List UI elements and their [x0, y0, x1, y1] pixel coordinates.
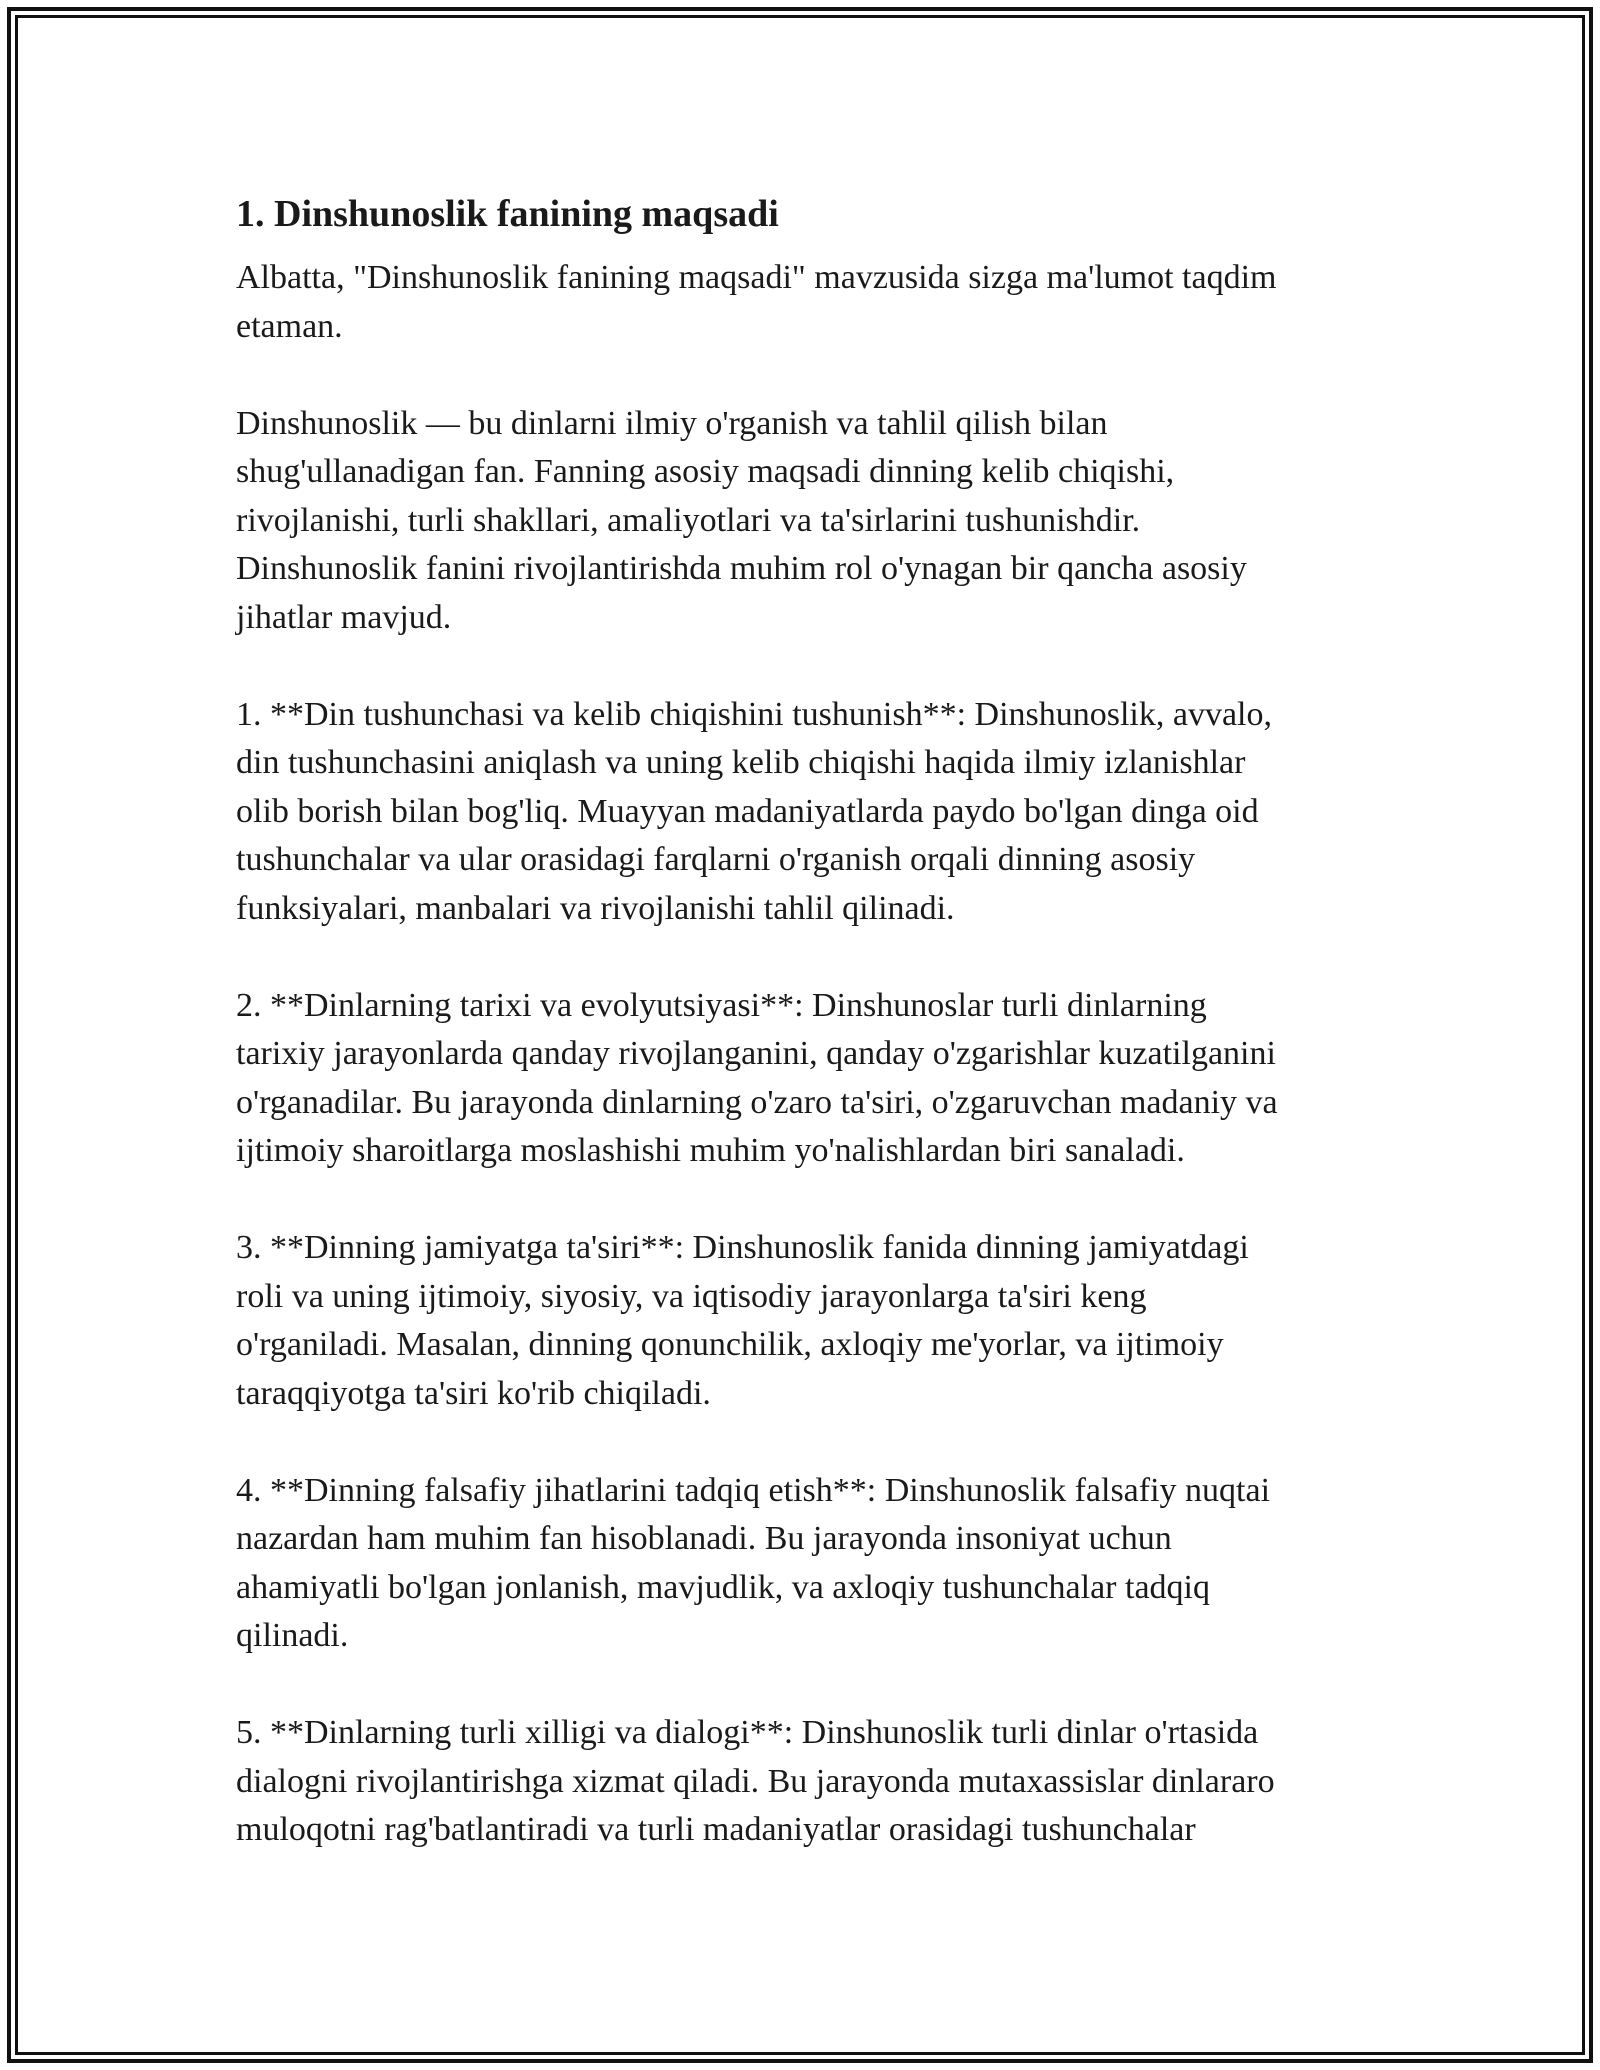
intro-paragraph: Albatta, "Dinshunoslik fanining maqsadi" mavzusida sizga ma'lumot taqdim etaman.: [236, 259, 1277, 345]
section-heading: 1. Dinshunoslik fanining maqsadi: [236, 193, 779, 235]
list-item-5: 5. **Dinlarning turli xilligi va dialogi**: Dinshunoslik turli dinlar o'rtasida dialogni rivojlantirishga xizmat qiladi. Bu jarayonda mutaxassislar dinlararo muloqotni rag'batlantiradi va turli madaniyatlar orasidagi tushunchalar: [236, 1714, 1275, 1848]
definition-paragraph: Dinshunoslik — bu dinlarni ilmiy o'rganish va tahlil qilish bilan shug'ullanadigan fan. Fanning asosiy maqsadi dinning kelib chiqishi, rivojlanishi, turli shakllari, amaliyotlari va ta'sirlarini tushunishdir. Dinshunoslik fanini rivojlantirishda muhim rol o'ynagan bir qancha asosiy jihatlar mavjud.: [236, 404, 1247, 636]
list-item-2: 2. **Dinlarning tarixi va evolyutsiyasi**: Dinshunoslar turli dinlarning tarixiy jarayonlarda qanday rivojlanganini, qanday o'zgarishlar kuzatilganini o'rganadilar. Bu jarayonda dinlarning o'zaro ta'siri, o'zgaruvchan madaniy va ijtimoiy sharoitlarga moslashishi muhim yo'nalishlardan biri sanaladi.: [236, 986, 1278, 1169]
list-item-4: 4. **Dinning falsafiy jihatlarini tadqiq etish**: Dinshunoslik falsafiy nuqtai nazardan ham muhim fan hisoblanadi. Bu jarayonda insoniyat uchun ahamiyatli bo'lgan jonlanish, mavjudlik, va axloqiy tushunchalar tadqiq qilinadi.: [236, 1471, 1271, 1654]
list-item-1: 1. **Din tushunchasi va kelib chiqishini tushunish**: Dinshunoslik, avvalo, din tushunchasini aniqlash va uning kelib chiqishi haqida ilmiy izlanishlar olib borish bilan bog'liq. Muayyan madaniyatlarda paydo bo'lgan dinga oid tushunchalar va ular orasidagi farqlarni o'rganish orqali dinning asosiy funksiyalari, manbalari va rivojlanishi tahlil qilinadi.: [236, 695, 1273, 927]
list-item-3: 3. **Dinning jamiyatga ta'siri**: Dinshunoslik fanida dinning jamiyatdagi roli va uning ijtimoiy, siyosiy, va iqtisodiy jarayonlarga ta'siri keng o'rganiladi. Masalan, dinning qonunchilik, axloqiy me'yorlar, va ijtimoiy taraqqiyotga ta'siri ko'rib chiqiladi.: [236, 1229, 1249, 1412]
document-body: [236, 188, 1376, 1855]
